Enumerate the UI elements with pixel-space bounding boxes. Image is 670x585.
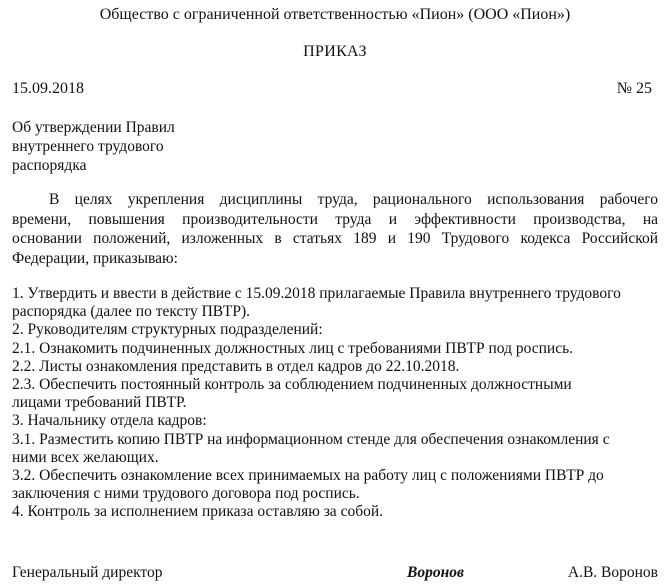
item-line: 3.1. Разместить копию ПВТР на информационном стенде для обеспечения ознакомления с xyxy=(12,430,610,448)
order-number: № 25 xyxy=(616,80,652,97)
organization-name: Общество с ограниченной ответственностью «Пион» (ООО «Пион») xyxy=(99,6,571,23)
preamble-line: времени, повышения производительности труда и эффективности производства, на xyxy=(12,210,658,228)
order-items xyxy=(12,285,658,522)
preamble-line: В целях укрепления дисциплины труда, рационального использования рабочего xyxy=(49,191,658,208)
order-subject xyxy=(12,118,232,175)
order-preamble xyxy=(12,190,658,268)
item-line: 2.3. Обеспечить постоянный контроль за соблюдением подчиненных должностными xyxy=(12,376,572,394)
item-line: лицами требований ПВТР. xyxy=(12,394,187,412)
signatory-position: Генеральный директор xyxy=(12,564,163,581)
preamble-line: основании положений, изложенных в статьях 189 и 190 Трудового кодекса Российской xyxy=(12,230,658,247)
handwritten-signature: Воронов xyxy=(407,564,464,581)
item-line: заключения с ними трудового договора под роспись. xyxy=(12,485,360,503)
subject-line: внутреннего трудового xyxy=(12,138,164,155)
item-line: распорядка (далее по тексту ПВТР). xyxy=(12,303,251,321)
subject-line: Об утверждении Правил xyxy=(12,119,175,136)
item-line: 2.2. Листы ознакомления представить в отдел кадров до 22.10.2018. xyxy=(12,357,460,375)
preamble-line: Федерации, приказываю: xyxy=(12,249,178,267)
order-date: 15.09.2018 xyxy=(12,80,84,97)
document-title: ПРИКАЗ xyxy=(303,43,367,60)
item-line: 2. Руководителям структурных подразделений: xyxy=(12,321,323,339)
item-line: 2.1. Ознакомить подчиненных должностных лиц с требованиями ПВТР под роспись. xyxy=(12,339,574,357)
item-line: 3.2. Обеспечить ознакомление всех принимаемых на работу лиц с положениями ПВТР до xyxy=(12,467,604,485)
item-line: 1. Утвердить и ввести в действие с 15.09.2018 прилагаемые Правила внутреннего трудового xyxy=(12,285,621,302)
signature-block xyxy=(12,563,658,583)
item-line: 3. Начальнику отдела кадров: xyxy=(12,412,207,430)
subject-line: распорядка xyxy=(12,157,87,174)
item-line: ними всех желающих. xyxy=(12,448,159,466)
signatory-name: А.В. Воронов xyxy=(567,564,658,581)
item-line: 4. Контроль за исполнением приказа оставляю за собой. xyxy=(12,503,384,521)
